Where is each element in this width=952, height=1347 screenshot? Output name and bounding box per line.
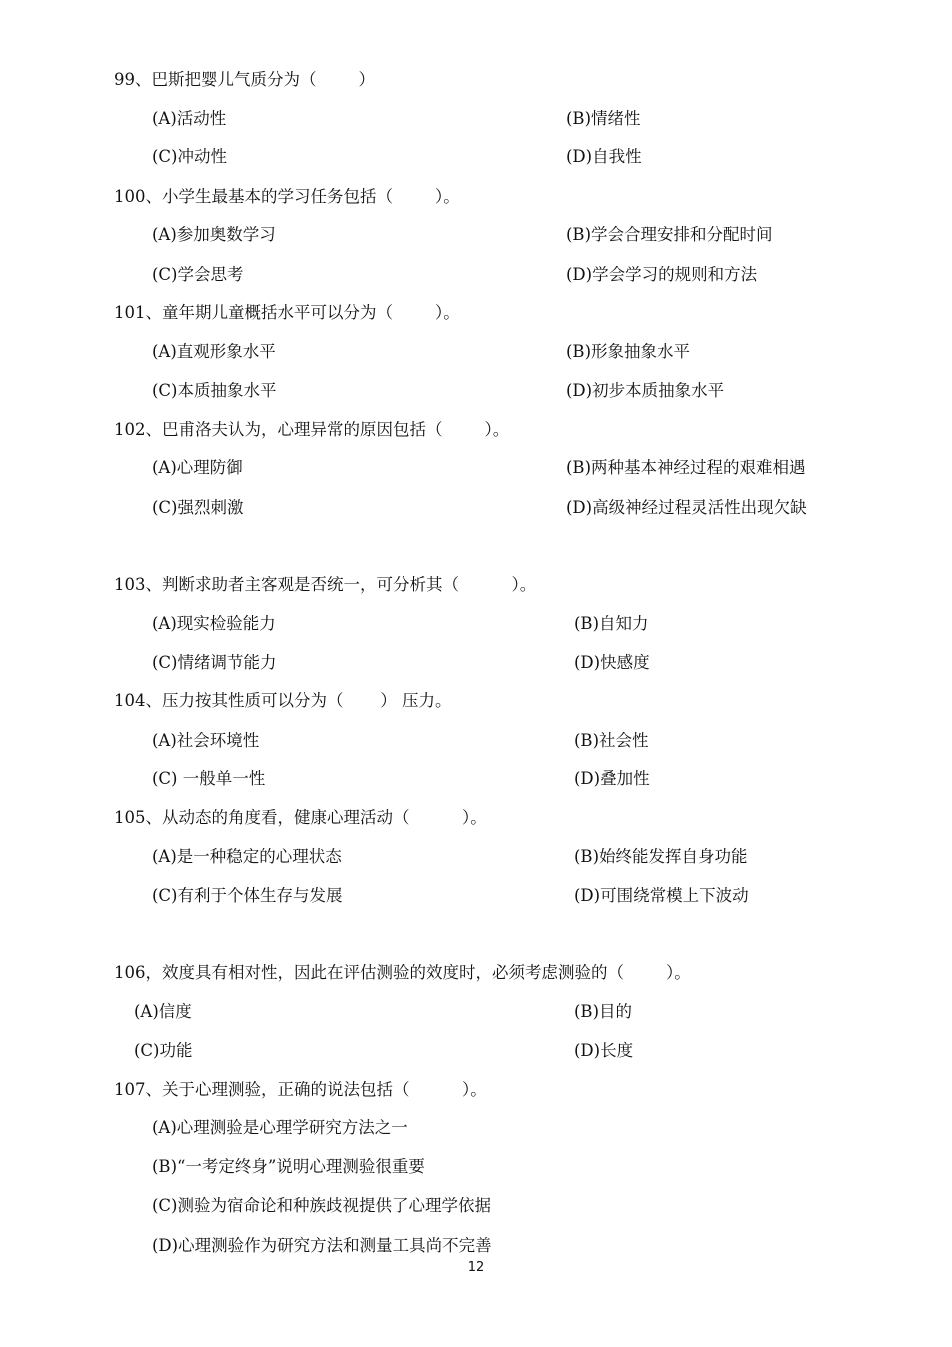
question-103-option-d: (D)快感度 <box>574 653 650 672</box>
question-100-option-d: (D)学会学习的规则和方法 <box>566 265 758 284</box>
question-100-option-a: (A)参加奥数学习 <box>152 225 276 244</box>
question-105-option-d: (D)可围绕常模上下波动 <box>574 886 749 905</box>
question-101-option-b: (B)形象抽象水平 <box>566 342 690 361</box>
question-107-option-c: (C)测验为宿命论和种族歧视提供了心理学依据 <box>152 1196 491 1215</box>
question-99-option-d: (D)自我性 <box>566 147 642 166</box>
question-100-option-c: (C)学会思考 <box>152 265 244 284</box>
question-101-option-a: (A)直观形象水平 <box>152 342 276 361</box>
question-99-option-b: (B)情绪性 <box>566 109 641 128</box>
question-102-option-b: (B)两种基本神经过程的艰难相遇 <box>566 458 806 477</box>
question-107-option-b: (B)“一考定终身”说明心理测验很重要 <box>152 1157 425 1176</box>
question-103-option-a: (A)现实检验能力 <box>152 614 276 633</box>
page-number: 12 <box>467 1260 485 1275</box>
question-102-option-a: (A)心理防御 <box>152 458 243 477</box>
question-103-option-b: (B)自知力 <box>574 614 649 633</box>
question-101-option-c: (C)本质抽象水平 <box>152 381 277 400</box>
question-107-stem: 107、关于心理测验，正确的说法包括（ ）。 <box>114 1080 487 1099</box>
question-99-option-c: (C)冲动性 <box>152 147 227 166</box>
question-101-stem: 101、童年期儿童概括水平可以分为（ ）。 <box>114 303 460 322</box>
question-99-option-a: (A)活动性 <box>152 109 227 128</box>
question-101-option-d: (D)初步本质抽象水平 <box>566 381 725 400</box>
question-106-option-c: (C)功能 <box>134 1041 193 1060</box>
question-100-option-b: (B)学会合理安排和分配时间 <box>566 225 773 244</box>
question-107-option-a: (A)心理测验是心理学研究方法之一 <box>152 1118 408 1137</box>
question-105-option-c: (C)有利于个体生存与发展 <box>152 886 343 905</box>
question-104-stem: 104、压力按其性质可以分为（ ） 压力。 <box>114 691 452 710</box>
question-102-option-d: (D)高级神经过程灵活性出现欠缺 <box>566 498 807 517</box>
question-103-option-c: (C)情绪调节能力 <box>152 653 277 672</box>
question-100-stem: 100、小学生最基本的学习任务包括（ ）。 <box>114 187 460 206</box>
question-107-option-d: (D)心理测验作为研究方法和测量工具尚不完善 <box>152 1236 492 1255</box>
question-104-option-c: (C) 一般单一性 <box>152 769 266 788</box>
question-102-option-c: (C)强烈刺激 <box>152 498 244 517</box>
question-105-option-b: (B)始终能发挥自身功能 <box>574 847 748 866</box>
question-103-stem: 103、判断求助者主客观是否统一，可分析其（ ）。 <box>114 575 537 594</box>
question-106-option-a: (A)信度 <box>134 1002 192 1021</box>
question-102-stem: 102、巴甫洛夫认为，心理异常的原因包括（ ）。 <box>114 420 510 439</box>
question-105-option-a: (A)是一种稳定的心理状态 <box>152 847 342 866</box>
question-104-option-b: (B)社会性 <box>574 731 649 750</box>
question-99-stem: 99、巴斯把婴儿气质分为（ ） <box>114 70 375 89</box>
question-106-option-d: (D)长度 <box>574 1041 634 1060</box>
question-104-option-d: (D)叠加性 <box>574 769 650 788</box>
question-105-stem: 105、从动态的角度看，健康心理活动（ ）。 <box>114 808 487 827</box>
question-104-option-a: (A)社会环境性 <box>152 731 260 750</box>
question-106-stem: 106，效度具有相对性，因此在评估测验的效度时，必须考虑测验的（ ）。 <box>114 963 691 982</box>
question-106-option-b: (B)目的 <box>574 1002 632 1021</box>
